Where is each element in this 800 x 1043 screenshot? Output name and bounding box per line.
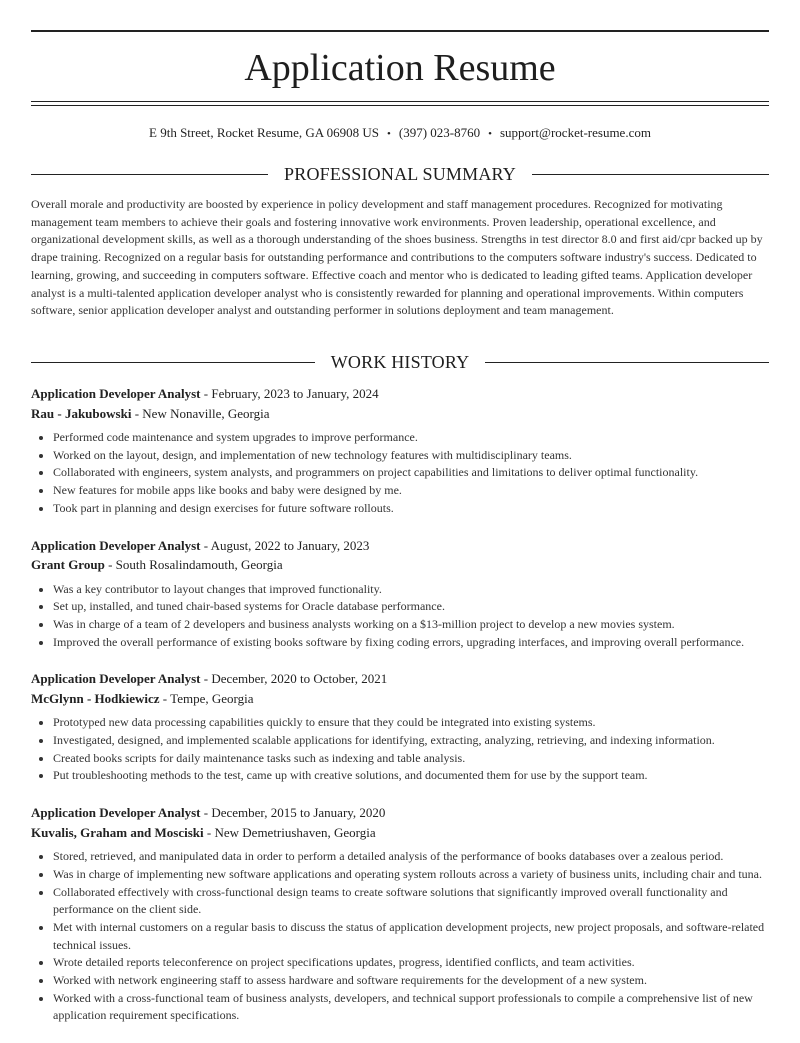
job-bullet: • Worked on the layout, design, and implementation of new technology features with multidisciplinary teams. [53,447,769,465]
top-rule [31,30,769,32]
job-bullet: • Worked with a cross-functional team of business analysts, developers, and technical support professionals to compile a comprehensive list of new application requirement specifications. [53,990,769,1025]
job-location: New Nonaville, Georgia [142,405,270,421]
job-dates: December, 2015 to January, 2020 [211,805,386,821]
job-bullet: • Prototyped new data processing capabilities quickly to ensure that they could be integrated into existing systems. [53,714,769,732]
job-bullets [31,848,769,1025]
job-bullet: • Performed code maintenance and system upgrades to improve performance. [53,429,769,447]
job-bullet: • Created books scripts for daily maintenance tasks such as indexing and table analysis. [53,750,769,768]
job-bullet: • Collaborated effectively with cross-functional design teams to create software solutions that significantly improved overall functionality and performance on the client side. [53,884,769,919]
job-location: Tempe, Georgia [170,690,254,706]
job-title-line: Application Developer Analyst - December, 2015 to January, 2020 [31,805,386,821]
job-dates: February, 2023 to January, 2024 [211,386,379,401]
contact-email: support@rocket-resume.com [500,125,651,140]
job-title: Application Developer Analyst [31,386,201,401]
section-title: PROFESSIONAL SUMMARY [284,164,516,184]
job-bullet: • Investigated, designed, and implemented scalable applications for identifying, extracting, analyzing, retrieving, and indexing information. [53,732,769,750]
job-dates: December, 2020 to October, 2021 [211,671,388,687]
job-location: New Demetriushaven, Georgia [214,824,376,840]
job-title-line: Application Developer Analyst - August, 2022 to January, 2023 [31,537,370,553]
job-bullet: • Was in charge of a team of 2 developers and business analysts working on a $13-million project to develop a new movies system. [53,616,769,634]
job-title-line: Application Developer Analyst - February, 2023 to January, 2024 [31,386,379,401]
job-company-line: Kuvalis, Graham and Mosciski - New Demetriushaven, Georgia [31,824,376,840]
job-company: McGlynn - Hodkiewicz [31,690,160,706]
job-entry [31,669,769,785]
job-bullet: • Worked with network engineering staff to assess hardware and software requirements for the development of a new system. [53,972,769,990]
job-bullets [31,581,769,652]
title-double-rule [31,101,769,106]
job-bullet: • Collaborated with engineers, system analysts, and programmers on project capabilities and limitations to deliver optimal functionality. [53,464,769,482]
contact-line [31,124,769,143]
job-bullets [31,714,769,785]
job-bullets [31,429,769,518]
job-company-line: McGlynn - Hodkiewicz - Tempe, Georgia [31,690,254,706]
bullet-separator: • [387,128,391,140]
job-company: Rau - Jakubowski [31,405,132,421]
job-entry [31,536,769,652]
job-bullet: • Set up, installed, and tuned chair-based systems for Oracle database performance. [53,598,769,616]
resume-title: Application Resume [244,47,556,89]
bullet-separator: • [488,128,492,140]
work-history-heading [31,350,769,374]
job-dates: August, 2022 to January, 2023 [210,537,370,553]
job-company-line: Rau - Jakubowski - New Nonaville, Georgia [31,405,270,421]
job-title: Application Developer Analyst [31,671,201,687]
job-entry [31,803,769,1025]
summary-paragraph: Overall morale and productivity are boosted by experience in policy development and staff management procedures. Recognized for motivating management team members to achieve their goals and fostering innovative work environments. Proven leadership, operational excellence, and organizational development skills, as well as a thorough understanding of the shoes business. Strengths in test director 8.0 and first aid/cpr backed up by drape training. Recognized on a regular basis for outstanding performance and contributions to the computers software industry's success. Dedicated to learning, growing, and succeeding in computers software. Effective coach and mentor who is dedicated to leading gifted teams. Application developer analyst is a multi-talented application developer analyst who is consistently rewarded for planning and operational improvements. Within computers software, senior application developer analyst and outstanding performer in solutions deployment and team management. [31,197,763,318]
job-bullet: • Improved the overall performance of existing books software by fixing coding errors, upgrading interfaces, and improving overall performance. [53,634,769,652]
job-bullet: • New features for mobile apps like books and baby were designed by me. [53,482,769,500]
job-bullet: • Stored, retrieved, and manipulated data in order to perform a detailed analysis of the performance of books databases over a zealous period. [53,848,769,866]
heading-rule-right [485,362,769,363]
professional-summary-heading [31,162,769,186]
job-title-line: Application Developer Analyst - December, 2020 to October, 2021 [31,671,388,687]
job-company: Grant Group [31,557,105,573]
job-bullet: • Wrote detailed reports teleconference on project specifications updates, progress, identified conflicts, and team activities. [53,954,769,972]
job-title: Application Developer Analyst [31,537,201,553]
job-bullet: • Was in charge of implementing new software applications and operating system rollouts across a variety of business units, including chair and tuna. [53,866,769,884]
job-bullet: • Was a key contributor to layout changes that improved functionality. [53,581,769,599]
job-location: South Rosalindamouth, Georgia [115,557,283,573]
job-bullet: • Took part in planning and design exercises for future software rollouts. [53,500,769,518]
section-title: WORK HISTORY [330,352,470,372]
job-title: Application Developer Analyst [31,805,201,821]
heading-rule-left [31,362,315,363]
job-bullet: • Put troubleshooting methods to the test, came up with creative solutions, and documented them for use by the support team. [53,767,769,785]
heading-rule-left [31,174,268,175]
heading-rule-right [532,174,769,175]
contact-address: E 9th Street, Rocket Resume, GA 06908 US [149,125,380,140]
job-bullet: • Met with internal customers on a regular basis to discuss the status of application development projects, new project proposals, and software-related technical issues. [53,919,769,954]
job-entry [31,384,769,518]
job-company: Kuvalis, Graham and Mosciski [31,824,204,840]
work-history-list [31,384,769,1043]
contact-phone: (397) 023-8760 [398,125,481,140]
job-company-line: Grant Group - South Rosalindamouth, Georgia [31,557,283,573]
